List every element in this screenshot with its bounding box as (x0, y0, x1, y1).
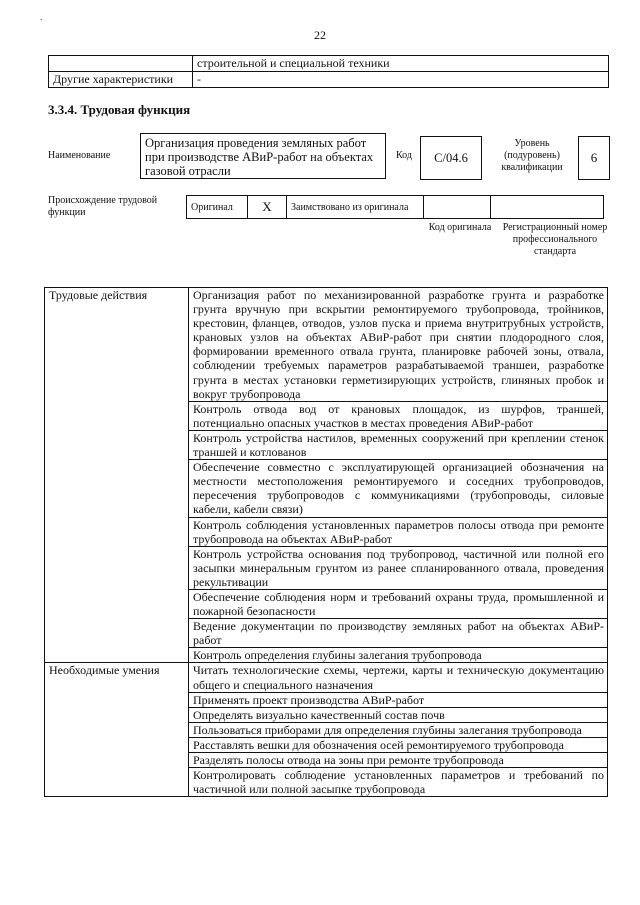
reg-number-caption: Регистрационный номер профессионального стандарта (502, 222, 608, 257)
name-label: Наименование (48, 150, 111, 161)
labor-action-item: Контроль устройства настилов, временных сооружений при креплении стенок траншей и котлованов (189, 430, 608, 459)
labor-action-item: Контроль определения глубины залегания трубопровода (189, 648, 608, 663)
labor-action-item: Обеспечение соблюдения норм и требований охраны труда, промышленной и пожарной безопасности (189, 589, 608, 618)
labor-action-item: Контроль устройства основания под трубопровод, частичной или полной его засыпки минеральным грунтом из ранее спланированного отвала, проведения рекультивации (189, 546, 608, 589)
code-value-box: C/04.6 (420, 136, 482, 180)
labor-action-item: Организация работ по механизированной разработке грунта и разработке грунта вручную при вскрытии ремонтируемого трубопровода, тройников, крестовин, фланцев, отводов, узлов пуска и приема внутритрубных устройств, крановых узлов на объектах АВиР-работ при снятии плодородного слоя, формировании временного отвала грунта, планировке рабочей зоны, отвала, соблюдении требуемых параметров разрабатываемой траншеи, разработке грунта в местах установки герметизирующих устройств, глиняных пробок и вокруг трубопровода (189, 288, 608, 402)
top-table-continuation-cell: строительной и специальной техники (193, 56, 609, 72)
labor-actions-label: Трудовые действия (45, 288, 189, 663)
borrowed-label: Заимствовано из оригинала (287, 196, 424, 219)
origin-table (186, 195, 604, 219)
level-value-box: 6 (578, 136, 610, 180)
skill-item: Применять проект производства АВиР-работ (189, 692, 608, 707)
corner-mark: . (40, 12, 43, 23)
page-number: 22 (314, 28, 326, 42)
labor-action-item: Контроль отвода вод от крановых площадок, из шурфов, траншей, потенциально опасных участков в местах проведения АВиР-работ (189, 401, 608, 430)
skill-item: Определять визуально качественный состав почв (189, 707, 608, 722)
original-mark: X (248, 196, 287, 219)
reg-number-cell (491, 196, 604, 219)
code-original-cell (424, 196, 491, 219)
function-name-box: Организация проведения земляных работ при производстве АВиР-работ на объектах газовой отрасли (140, 133, 386, 179)
skill-item: Расставлять вешки для обозначения осей ремонтируемого трубопровода (189, 737, 608, 752)
origin-label: Происхождение трудовой функции (48, 195, 158, 218)
skills-label: Необходимые умения (45, 663, 189, 797)
code-label: Код (396, 150, 412, 161)
skill-item: Контролировать соблюдение установленных параметров и требований по частичной или полной засыпке трубопровода (189, 768, 608, 797)
skill-item: Читать технологические схемы, чертежи, карты и техническую документацию общего и специального назначения (189, 663, 608, 692)
original-label: Оригинал (187, 196, 248, 219)
functions-table (44, 287, 608, 797)
code-original-caption: Код оригинала (428, 222, 492, 233)
level-label: Уровень (подуровень) квалификации (501, 138, 563, 173)
labor-action-item: Контроль соблюдения установленных параметров полосы отвода при ремонте трубопровода на объектах АВиР-работ (189, 517, 608, 546)
section-title: 3.3.4. Трудовая функция (48, 102, 191, 117)
skill-item: Пользоваться приборами для определения глубины залегания трубопровода (189, 722, 608, 737)
labor-action-item: Ведение документации по производству земляных работ на объектах АВиР-работ (189, 619, 608, 648)
labor-action-item: Обеспечение совместно с эксплуатирующей организацией обозначения на местности местоположения ремонтируемого и соседних трубопроводов, пересечения трубопроводов с коммуникациями (трубопроводы, силовые кабели, кабели связи) (189, 460, 608, 517)
other-characteristics-value: - (193, 72, 609, 88)
other-characteristics-label: Другие характеристики (49, 72, 193, 88)
skill-item: Разделять полосы отвода на зоны при ремонте трубопровода (189, 753, 608, 768)
top-fragment-table (48, 55, 609, 88)
